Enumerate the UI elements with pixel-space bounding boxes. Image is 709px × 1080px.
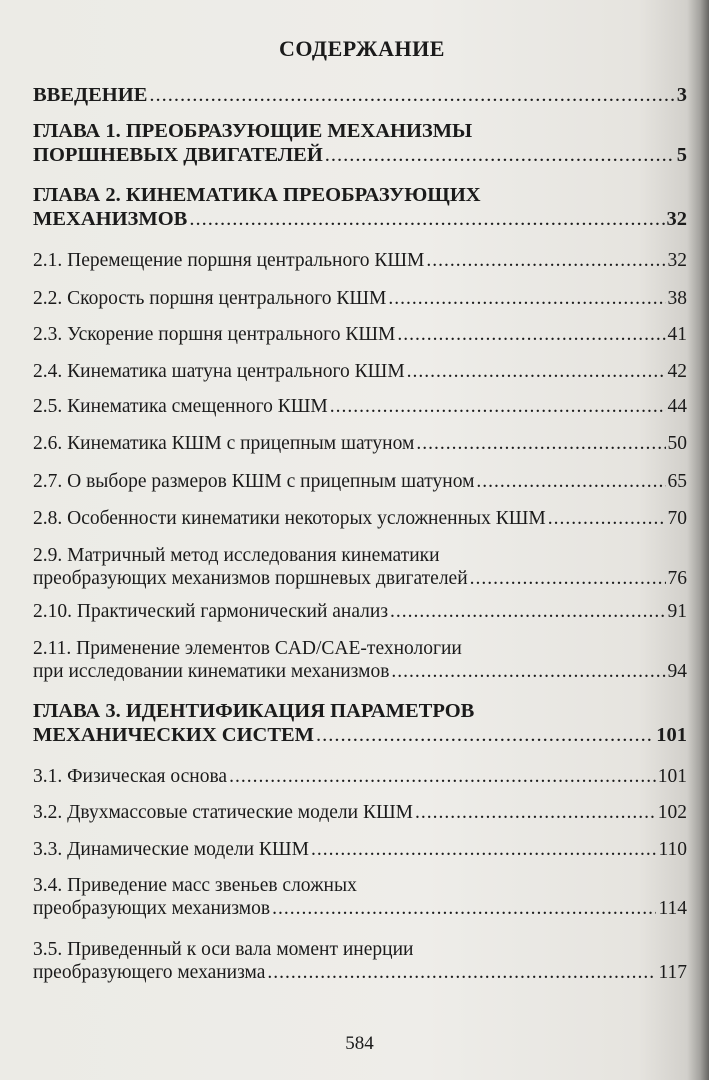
toc-entry-page-number: 117 — [658, 962, 687, 984]
toc-entry-title: 3.3. Динамические модели КШМ — [33, 839, 309, 860]
toc-entry-title: преобразующих механизмов поршневых двигателей — [33, 568, 468, 590]
toc-entry — [33, 287, 687, 310]
dot-leader — [229, 765, 656, 788]
toc-entry-page-number: 94 — [667, 661, 687, 683]
toc-entry-title: 3.2. Двухмассовые статические модели КШМ — [33, 802, 413, 823]
toc-entry-line — [33, 143, 687, 167]
toc-entry — [33, 544, 687, 590]
toc-entry-line — [33, 765, 687, 788]
toc-entry — [33, 507, 687, 530]
dot-leader — [391, 660, 665, 683]
toc-entry-title: 2.7. О выборе размеров КШМ с прицепным шатуном — [33, 471, 475, 492]
toc-entry — [33, 470, 687, 493]
toc-entry — [33, 395, 687, 418]
toc-entry-title: 2.6. Кинематика КШМ с прицепным шатуном — [33, 433, 415, 454]
dot-leader — [470, 567, 666, 590]
toc-entry-line — [33, 874, 687, 897]
dot-leader — [388, 287, 665, 310]
toc-entry — [33, 323, 687, 346]
dot-leader — [189, 207, 664, 231]
toc-entry-line — [33, 507, 687, 530]
toc-entry — [33, 83, 687, 107]
toc-entry-line — [33, 470, 687, 493]
toc-entry-title: 2.11. Применение элементов CAD/CAE-технологии — [33, 638, 462, 659]
toc-entry-line — [33, 432, 687, 455]
dot-leader — [316, 723, 654, 747]
toc-entry-title: ГЛАВА 2. КИНЕМАТИКА ПРЕОБРАЗУЮЩИХ — [33, 184, 481, 206]
toc-entry-title: ГЛАВА 3. ИДЕНТИФИКАЦИЯ ПАРАМЕТРОВ — [33, 700, 475, 722]
toc-entry-page-number: 32 — [666, 208, 687, 231]
dot-leader — [476, 470, 665, 493]
toc-entry-page-number: 110 — [658, 839, 687, 860]
toc-entry-title: 2.9. Матричный метод исследования кинематики — [33, 545, 440, 566]
toc-entry-line — [33, 723, 687, 747]
toc-entry-title: преобразующего механизма — [33, 962, 266, 984]
toc-entry — [33, 801, 687, 824]
toc-entry-page-number: 5 — [676, 144, 687, 167]
dot-leader — [397, 323, 665, 346]
toc-entry-line — [33, 699, 687, 723]
toc-entry — [33, 600, 687, 623]
toc-entry-page-number: 50 — [667, 433, 687, 454]
toc-entry — [33, 637, 687, 683]
toc-entry-page-number: 76 — [667, 568, 687, 590]
toc-entry-line — [33, 287, 687, 310]
toc-entry-title: 2.10. Практический гармонический анализ — [33, 601, 389, 622]
toc-entry-page-number: 42 — [667, 361, 687, 382]
toc-entry-page-number: 38 — [667, 288, 687, 309]
toc-entry-page-number: 101 — [657, 766, 687, 787]
toc-entry — [33, 119, 687, 168]
dot-leader — [415, 801, 656, 824]
toc-entry — [33, 699, 687, 748]
toc-entry — [33, 183, 687, 232]
toc-entry — [33, 432, 687, 455]
dot-leader — [426, 249, 665, 272]
toc-entry-title: 2.5. Кинематика смещенного КШМ — [33, 396, 328, 417]
toc-entry-title: 3.5. Приведенный к оси вала момент инерции — [33, 939, 414, 960]
dot-leader — [416, 432, 665, 455]
toc-entry-line — [33, 207, 687, 231]
toc-entry — [33, 874, 687, 920]
toc-entry — [33, 938, 687, 984]
toc-entry-title: 3.4. Приведение масс звеньев сложных — [33, 875, 357, 896]
dot-leader — [272, 897, 656, 920]
toc-entry-line — [33, 249, 687, 272]
toc-entry-page-number: 114 — [658, 898, 687, 920]
toc-entry-page-number: 41 — [667, 324, 687, 345]
toc-entry-line — [33, 395, 687, 418]
dot-leader — [149, 83, 674, 107]
toc-entry-line — [33, 119, 687, 143]
toc-entry-page-number: 65 — [667, 471, 687, 492]
toc-entry — [33, 249, 687, 272]
toc-entry-page-number: 70 — [667, 508, 687, 529]
toc-entry-title: 2.1. Перемещение поршня центрального КШМ — [33, 250, 425, 271]
page-binding-shadow — [687, 0, 709, 1080]
dot-leader — [267, 961, 656, 984]
dot-leader — [330, 395, 666, 418]
toc-entry-line — [33, 323, 687, 346]
page-number: 584 — [345, 1033, 374, 1054]
toc-entry-page-number: 32 — [667, 250, 687, 271]
toc-entry-line — [33, 637, 687, 660]
dot-leader — [325, 143, 675, 167]
toc-entry-line — [33, 961, 687, 984]
toc-entry — [33, 838, 687, 861]
toc-entry-title: преобразующих механизмов — [33, 898, 271, 920]
toc-entry-line — [33, 360, 687, 383]
toc-entry-line — [33, 83, 687, 107]
toc-entry-title: 2.8. Особенности кинематики некоторых усложненных КШМ — [33, 508, 546, 529]
toc-entry-title: при исследовании кинематики механизмов — [33, 661, 390, 683]
toc-entry-title: 3.1. Физическая основа — [33, 766, 228, 787]
dot-leader — [548, 507, 666, 530]
toc-entry-title: 2.3. Ускорение поршня центрального КШМ — [33, 324, 396, 345]
toc-entry-page-number: 101 — [656, 724, 687, 747]
toc-entry-line — [33, 183, 687, 207]
toc-entry-line — [33, 567, 687, 590]
toc-entry-title: МЕХАНИЧЕСКИХ СИСТЕМ — [33, 724, 315, 747]
toc-entry-line — [33, 801, 687, 824]
toc-entry-title: ВВЕДЕНИЕ — [33, 84, 148, 106]
toc-entry-line — [33, 600, 687, 623]
toc-entry-title: 2.4. Кинематика шатуна центрального КШМ — [33, 361, 405, 382]
toc-entry-page-number: 3 — [676, 84, 687, 106]
toc-entry-title: ПОРШНЕВЫХ ДВИГАТЕЛЕЙ — [33, 144, 323, 167]
toc-entry-line — [33, 838, 687, 861]
toc-entry-page-number: 44 — [667, 396, 687, 417]
toc-entry-line — [33, 938, 687, 961]
dot-leader — [390, 600, 665, 623]
toc-entry-line — [33, 897, 687, 920]
toc-entry-line — [33, 544, 687, 567]
dot-leader — [311, 838, 657, 861]
toc-entry-title: МЕХАНИЗМОВ — [33, 208, 188, 231]
toc-entry-line — [33, 660, 687, 683]
toc-entry-title: ГЛАВА 1. ПРЕОБРАЗУЮЩИЕ МЕХАНИЗМЫ — [33, 120, 473, 142]
toc-entry-page-number: 91 — [667, 601, 687, 622]
toc-entry-page-number: 102 — [657, 802, 687, 823]
toc-entry — [33, 765, 687, 788]
toc-entry-title: 2.2. Скорость поршня центрального КШМ — [33, 288, 387, 309]
toc-entry — [33, 360, 687, 383]
page-title: СОДЕРЖАНИЕ — [279, 36, 445, 61]
dot-leader — [407, 360, 666, 383]
